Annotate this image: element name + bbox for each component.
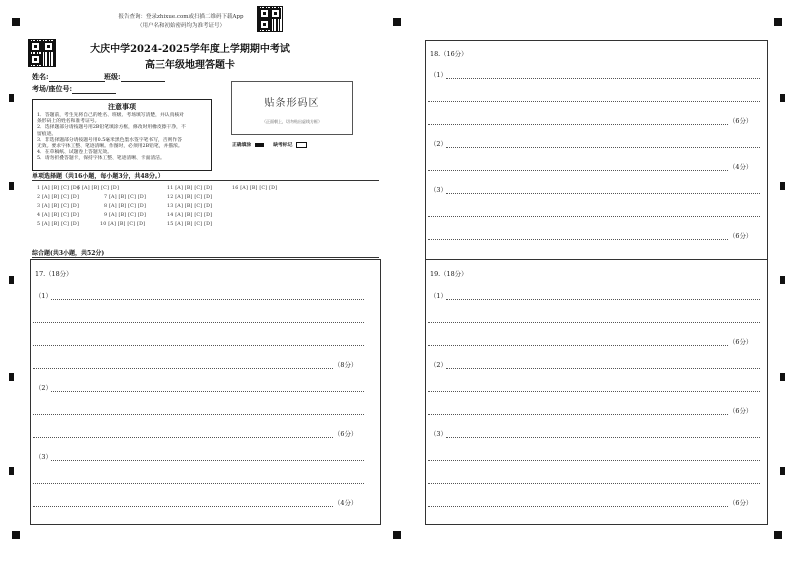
question-17-part-1-label: （1） — [35, 292, 52, 300]
mc-item[interactable]: 9 [A] [B] [C] [D] — [104, 213, 147, 218]
notice-item: 条形码上的姓名和准考证号。 — [37, 119, 100, 125]
correct-fill-sample — [255, 143, 264, 147]
answer-line[interactable] — [428, 170, 728, 171]
exam-title-line-1: 大庆中学2024-2025学年度上学期期中考试 — [90, 44, 290, 55]
timing-mark-left-2 — [9, 182, 14, 190]
timing-mark-left-1 — [9, 94, 14, 102]
mc-item[interactable]: 8 [A] [B] [C] [D] — [104, 204, 147, 209]
notice-box — [32, 99, 212, 171]
question-19-header: 19.（18分） — [430, 270, 468, 278]
corner-mark-bottom-right — [774, 531, 782, 539]
question-17-part-3-label: （3） — [35, 453, 52, 461]
mc-item[interactable]: 14 [A] [B] [C] [D] — [167, 213, 213, 218]
answer-line[interactable] — [446, 147, 760, 148]
room-seat-label: 考场/座位号: — [32, 84, 73, 93]
question-19-part-2-points: （6分） — [729, 407, 753, 415]
mc-section-divider — [32, 180, 379, 181]
answer-line[interactable] — [428, 506, 728, 507]
mc-item[interactable]: 13 [A] [B] [C] [D] — [167, 204, 213, 209]
answer-line[interactable] — [428, 391, 760, 392]
question-18-header: 18.（16分） — [430, 50, 468, 58]
answer-line[interactable] — [446, 368, 760, 369]
timing-mark-right-1 — [780, 94, 785, 102]
answer-line[interactable] — [446, 78, 760, 79]
report-query-note — [106, 12, 256, 29]
mc-item[interactable]: 10 [A] [B] [C] [D] — [100, 222, 146, 227]
center-mark-top — [393, 18, 401, 26]
mc-item[interactable]: 4 [A] [B] [C] [D] — [37, 213, 80, 218]
answer-line[interactable] — [33, 506, 333, 507]
mc-item[interactable]: 7 [A] [B] [C] [D] — [104, 195, 147, 200]
room-seat-field[interactable] — [32, 84, 116, 94]
answer-line[interactable] — [428, 101, 760, 102]
answer-line[interactable] — [446, 437, 760, 438]
answer-line[interactable] — [428, 460, 760, 461]
answer-line[interactable] — [51, 391, 364, 392]
question-18-part-1-label: （1） — [430, 71, 447, 79]
question-19-part-3-points: （6分） — [729, 499, 753, 507]
notice-item: 3．非选择题部分请按题号用0.5毫米黑色墨水签字笔书写，否则作答 — [37, 137, 182, 143]
name-label: 姓名: — [32, 72, 49, 81]
notice-item: 4．在草稿纸、试题卷上答题无效。 — [37, 150, 113, 156]
mc-item[interactable]: 16 [A] [B] [C] [D] — [232, 186, 278, 191]
fill-legend — [232, 141, 307, 148]
exam-title-line-2: 高三年级地理答题卡 — [145, 60, 235, 71]
question-18-part-3-label: （3） — [430, 186, 447, 194]
mc-item[interactable]: 1 [A] [B] [C] [D] — [37, 186, 80, 191]
class-blank[interactable] — [121, 74, 165, 82]
room-seat-blank[interactable] — [72, 86, 116, 94]
answer-line[interactable] — [428, 322, 760, 323]
center-mark-bottom — [393, 531, 401, 539]
question-17-part-2-label: （2） — [35, 384, 52, 392]
answer-line[interactable] — [428, 216, 760, 217]
timing-mark-left-4 — [9, 373, 14, 381]
answer-line[interactable] — [446, 193, 760, 194]
answer-line[interactable] — [446, 299, 760, 300]
notice-item: 留痕迹。 — [37, 131, 57, 137]
answer-line[interactable] — [33, 368, 333, 369]
missing-mark-label: 缺考标记 — [273, 142, 293, 148]
question-18-part-3-points: （6分） — [729, 232, 753, 240]
mc-item[interactable]: 2 [A] [B] [C] [D] — [37, 195, 80, 200]
barcode-label: 贴条形码区 — [264, 98, 320, 109]
class-label: 班级: — [104, 72, 121, 81]
timing-mark-left-5 — [9, 467, 14, 475]
answer-line[interactable] — [51, 460, 364, 461]
answer-line[interactable] — [33, 437, 333, 438]
question-17-header: 17.（18分） — [35, 270, 73, 278]
corner-mark-top-right — [774, 18, 782, 26]
answer-line[interactable] — [428, 414, 728, 415]
answer-line[interactable] — [428, 345, 728, 346]
timing-mark-right-2 — [780, 182, 785, 190]
barcode-area — [231, 81, 353, 135]
question-17-part-3-points: （4分） — [334, 499, 358, 507]
mc-item[interactable]: 3 [A] [B] [C] [D] — [37, 204, 80, 209]
mc-section-title: 单项选择题（共16小题，每小题3分，共48分。） — [32, 173, 164, 180]
question-17-part-2-points: （6分） — [334, 430, 358, 438]
notice-item: 2．选择题部分请按题号用2B铅笔填涂方框，修改时用橡皮擦干净，不 — [37, 125, 186, 131]
notice-title: 注意事项 — [108, 102, 136, 111]
timing-mark-right-5 — [780, 467, 785, 475]
answer-line[interactable] — [33, 483, 364, 484]
timing-mark-left-3 — [9, 276, 14, 284]
mc-item[interactable]: 6 [A] [B] [C] [D] — [77, 186, 120, 191]
answer-line[interactable] — [33, 414, 364, 415]
question-17-part-1-points: （8分） — [334, 361, 358, 369]
question-19-part-3-label: （3） — [430, 430, 447, 438]
report-query-line-2: （用户名和初始密码均为准考证号） — [136, 23, 225, 29]
answer-line[interactable] — [428, 483, 760, 484]
question-17-box — [30, 259, 381, 525]
timing-mark-right-4 — [780, 373, 785, 381]
report-query-line-1: 报告查询：登录zhixue.com或扫描二维码下载App — [118, 14, 244, 20]
question-19-part-1-points: （6分） — [729, 338, 753, 346]
name-blank[interactable] — [49, 74, 105, 82]
notice-item: 1．答题前，考生先将自己的姓名、班级、考场填写清楚，并认真核对 — [37, 113, 184, 118]
answer-line[interactable] — [33, 345, 364, 346]
timing-mark-right-3 — [780, 276, 785, 284]
corner-mark-bottom-left — [12, 531, 20, 539]
answer-line[interactable] — [428, 124, 728, 125]
question-18-part-2-label: （2） — [430, 140, 447, 148]
barcode-sub-note: （正面朝上，切勿贴出虚线方框） — [262, 119, 322, 124]
answer-line[interactable] — [428, 239, 728, 240]
comp-section-divider — [32, 257, 379, 258]
question-19-box — [425, 259, 768, 525]
correct-fill-label: 正确填涂 — [232, 142, 252, 148]
notice-item: 无效。要求字体工整、笔迹清晰。作图时，必须用2B铅笔，并描浓。 — [37, 144, 183, 150]
question-19-part-2-label: （2） — [430, 361, 447, 369]
mc-item[interactable]: 15 [A] [B] [C] [D] — [167, 222, 213, 227]
missing-mark-box[interactable] — [296, 142, 307, 148]
student-qr-code — [28, 39, 56, 67]
corner-mark-top-left — [12, 18, 20, 26]
question-18-part-2-points: （4分） — [729, 163, 753, 171]
answer-line[interactable] — [33, 322, 364, 323]
notice-item: 5．请勿折叠答题卡，保持字体工整、笔迹清晰、卡面清洁。 — [37, 156, 165, 162]
name-field[interactable] — [32, 72, 105, 82]
mc-item[interactable]: 5 [A] [B] [C] [D] — [37, 222, 80, 227]
question-19-part-1-label: （1） — [430, 292, 447, 300]
app-qr-code — [257, 6, 283, 32]
mc-item[interactable]: 11 [A] [B] [C] [D] — [167, 186, 213, 191]
exam-title — [90, 40, 290, 71]
comp-section-title: 综合题(共3小题，共52分) — [32, 250, 105, 257]
mc-item[interactable]: 12 [A] [B] [C] [D] — [167, 195, 213, 200]
answer-line[interactable] — [51, 299, 364, 300]
question-18-part-1-points: （6分） — [729, 117, 753, 125]
question-18-box — [425, 40, 768, 260]
class-field[interactable] — [104, 72, 165, 82]
